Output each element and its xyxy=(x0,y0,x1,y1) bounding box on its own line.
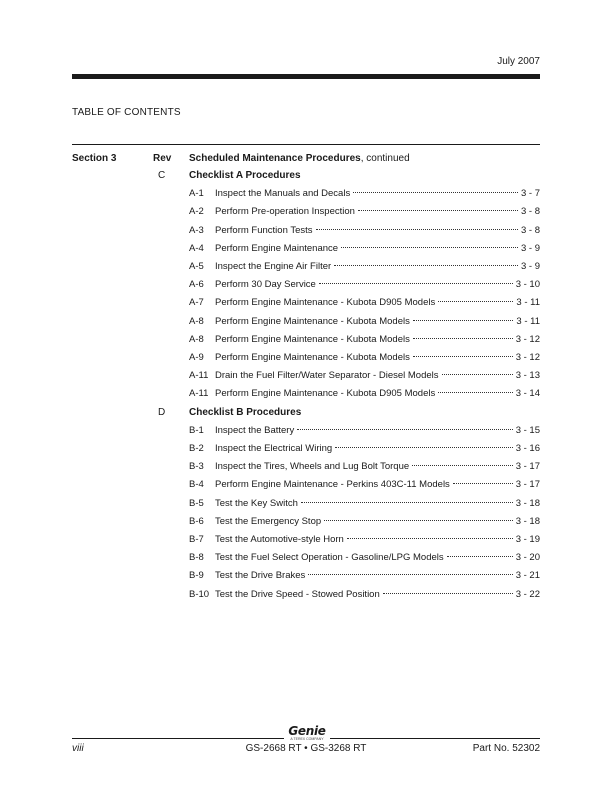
toc-entry-line xyxy=(215,589,540,601)
dot-leader xyxy=(383,593,513,594)
toc-entry[interactable] xyxy=(0,552,612,570)
procedure-title: Perform Engine Maintenance - Kubota Models xyxy=(215,352,410,363)
procedure-title: Test the Drive Speed - Stowed Position xyxy=(215,588,380,600)
procedure-code: A-7 xyxy=(189,297,204,309)
page-date: July 2007 xyxy=(497,56,540,67)
procedure-code: A-3 xyxy=(189,224,204,236)
toc-title: TABLE OF CONTENTS xyxy=(72,107,181,118)
page-reference: 3 - 20 xyxy=(515,552,540,564)
checklist-group-header xyxy=(0,407,612,425)
toc-entry[interactable] xyxy=(0,388,612,406)
procedure-title: Inspect the Engine Air Filter xyxy=(215,261,332,272)
procedure-title: Inspect the Electrical Wiring xyxy=(215,443,333,454)
procedure-code: A-11 xyxy=(189,370,209,382)
toc-entry-line xyxy=(215,261,540,273)
genie-logo xyxy=(285,725,329,741)
dot-leader xyxy=(413,338,513,339)
rev-column-label: Rev xyxy=(153,153,172,164)
page-reference: 3 - 16 xyxy=(515,443,540,454)
rev-letter: D xyxy=(158,406,166,418)
procedure-code: A-2 xyxy=(189,206,204,218)
dot-leader xyxy=(412,465,513,466)
dot-leader xyxy=(442,374,513,375)
toc-entry[interactable] xyxy=(0,225,612,243)
toc-entry[interactable] xyxy=(0,370,612,388)
toc-entry-line xyxy=(215,534,540,546)
procedure-title: Inspect the Tires, Wheels and Lug Bolt Torque xyxy=(215,461,410,473)
procedure-title: Perform Engine Maintenance - Kubota D905 Models xyxy=(215,297,436,309)
section-divider xyxy=(72,144,540,145)
dot-leader xyxy=(334,265,518,266)
page-reference: 3 - 9 xyxy=(520,261,540,272)
toc-entry-line xyxy=(215,206,540,218)
page-reference: 3 - 8 xyxy=(520,224,540,236)
page-number: viii xyxy=(72,743,84,754)
procedure-code: B-3 xyxy=(189,461,204,473)
procedure-code: B-9 xyxy=(189,570,204,582)
procedure-code: A-8 xyxy=(189,333,204,345)
section-label: Section 3 xyxy=(72,153,117,164)
page-reference: 3 - 19 xyxy=(515,534,540,545)
toc-entry[interactable] xyxy=(0,589,612,607)
toc-entry-line xyxy=(215,316,540,328)
toc-entry[interactable] xyxy=(0,570,612,588)
toc-entry-line xyxy=(215,370,540,382)
toc-entry-line xyxy=(215,479,540,491)
procedure-title: Perform Engine Maintenance - Kubota Models xyxy=(215,315,410,327)
toc-entry-line xyxy=(215,352,540,364)
page-reference: 3 - 8 xyxy=(520,206,540,218)
procedure-title: Perform Engine Maintenance - Kubota D905 Models xyxy=(215,388,436,400)
toc-entry[interactable] xyxy=(0,206,612,224)
toc-entry[interactable] xyxy=(0,243,612,261)
page-reference: 3 - 17 xyxy=(515,461,540,473)
toc-entry-line xyxy=(215,243,540,255)
procedure-code: B-8 xyxy=(189,552,204,564)
header-rule xyxy=(72,74,540,79)
toc-entry-line xyxy=(215,225,540,237)
toc-entry[interactable] xyxy=(0,443,612,461)
footer-rule-right xyxy=(330,738,540,739)
procedure-code: B-6 xyxy=(189,515,204,527)
part-number: Part No. 52302 xyxy=(472,743,540,754)
dot-leader xyxy=(324,520,513,521)
toc-entry-line xyxy=(215,279,540,291)
page-reference: 3 - 12 xyxy=(515,333,540,345)
procedure-title: Perform Function Tests xyxy=(215,224,313,236)
procedure-code: A-11 xyxy=(189,388,209,400)
toc-entry[interactable] xyxy=(0,516,612,534)
toc-entry-line xyxy=(215,461,540,473)
toc-entry-line xyxy=(215,388,540,400)
procedure-code: A-1 xyxy=(189,188,204,200)
toc-entry-line xyxy=(215,570,540,582)
procedure-title: Inspect the Battery xyxy=(215,424,295,436)
model-name: GS-2668 RT • GS-3268 RT xyxy=(245,743,367,754)
toc-entry[interactable] xyxy=(0,498,612,516)
toc-entry-line xyxy=(215,334,540,346)
page-reference: 3 - 7 xyxy=(520,188,540,200)
toc-entry[interactable] xyxy=(0,188,612,206)
procedure-title: Test the Emergency Stop xyxy=(215,515,322,527)
section-heading-title: Scheduled Maintenance Procedures xyxy=(189,153,361,164)
procedure-title: Inspect the Manuals and Decals xyxy=(215,188,351,200)
logo-brand: Genie xyxy=(288,724,326,738)
procedure-code: B-5 xyxy=(189,497,204,509)
toc-entry-line xyxy=(215,552,540,564)
toc-entry[interactable] xyxy=(0,334,612,352)
procedure-code: B-10 xyxy=(189,588,210,600)
checklist-group-header xyxy=(0,170,612,188)
procedure-title: Test the Drive Brakes xyxy=(215,570,306,582)
procedure-code: A-8 xyxy=(189,315,204,327)
toc-entry[interactable] xyxy=(0,279,612,297)
footer-rule-left xyxy=(72,738,284,739)
procedure-title: Perform Engine Maintenance xyxy=(215,242,339,254)
dot-leader xyxy=(438,392,512,393)
procedure-title: Perform Pre-operation Inspection xyxy=(215,206,355,218)
dot-leader xyxy=(335,447,512,448)
page-reference: 3 - 21 xyxy=(515,570,540,582)
procedure-code: B-7 xyxy=(189,534,204,545)
procedure-title: Test the Automotive-style Horn xyxy=(215,534,344,545)
rev-letter: C xyxy=(158,170,166,181)
procedure-title: Test the Key Switch xyxy=(215,497,298,509)
page-reference: 3 - 15 xyxy=(515,424,540,436)
page-reference: 3 - 11 xyxy=(516,315,540,327)
dot-leader xyxy=(438,301,513,302)
page-reference: 3 - 10 xyxy=(515,279,540,291)
toc-entry[interactable] xyxy=(0,534,612,552)
page-reference: 3 - 11 xyxy=(516,297,540,309)
dot-leader xyxy=(358,210,518,211)
dot-leader xyxy=(297,429,512,430)
procedure-title: Perform Engine Maintenance - Perkins 403C-11 Models xyxy=(215,479,450,491)
procedure-code: B-2 xyxy=(189,443,204,454)
procedure-code: B-4 xyxy=(189,479,204,491)
dot-leader xyxy=(447,556,513,557)
procedure-code: A-6 xyxy=(189,279,204,291)
toc-entry[interactable] xyxy=(0,297,612,315)
dot-leader xyxy=(453,483,513,484)
dot-leader xyxy=(308,574,512,575)
section-heading xyxy=(189,153,410,164)
procedure-code: A-4 xyxy=(189,242,204,254)
dot-leader xyxy=(301,502,513,503)
dot-leader xyxy=(347,538,513,539)
procedure-title: Perform Engine Maintenance - Kubota Models xyxy=(215,333,410,345)
toc-entry-line xyxy=(215,498,540,510)
toc-entry[interactable] xyxy=(0,461,612,479)
page-reference: 3 - 17 xyxy=(515,479,540,491)
procedure-code: A-9 xyxy=(189,352,204,363)
toc-entry-line xyxy=(215,443,540,455)
toc-entry-line xyxy=(215,297,540,309)
page-reference: 3 - 12 xyxy=(515,352,540,363)
dot-leader xyxy=(413,356,513,357)
toc-entry[interactable] xyxy=(0,316,612,334)
dot-leader xyxy=(319,283,513,284)
page-reference: 3 - 14 xyxy=(515,388,540,400)
procedure-code: B-1 xyxy=(189,424,204,436)
toc-entry-line xyxy=(215,516,540,528)
procedure-title: Perform 30 Day Service xyxy=(215,279,316,291)
toc-entry-line xyxy=(215,188,540,200)
toc-entry[interactable] xyxy=(0,479,612,497)
page-reference: 3 - 18 xyxy=(515,497,540,509)
checklist-title: Checklist A Procedures xyxy=(189,170,301,181)
toc-entry[interactable] xyxy=(0,261,612,279)
dot-leader xyxy=(341,247,518,248)
page-reference: 3 - 13 xyxy=(515,370,540,382)
procedure-title: Drain the Fuel Filter/Water Separator - Diesel Models xyxy=(215,370,439,382)
checklist-title: Checklist B Procedures xyxy=(189,406,302,418)
logo-subtitle: A TEREX COMPANY xyxy=(290,737,324,741)
toc-entry[interactable] xyxy=(0,425,612,443)
toc-entry[interactable] xyxy=(0,352,612,370)
toc-entry-line xyxy=(215,425,540,437)
dot-leader xyxy=(316,229,518,230)
section-heading-suffix: , continued xyxy=(360,153,410,164)
page-reference: 3 - 18 xyxy=(515,515,540,527)
procedure-title: Test the Fuel Select Operation - Gasoline/LPG Models xyxy=(215,552,444,564)
page-reference: 3 - 22 xyxy=(515,588,540,600)
procedure-code: A-5 xyxy=(189,261,204,272)
dot-leader xyxy=(413,320,514,321)
page-reference: 3 - 9 xyxy=(520,242,540,254)
dot-leader xyxy=(353,192,518,193)
